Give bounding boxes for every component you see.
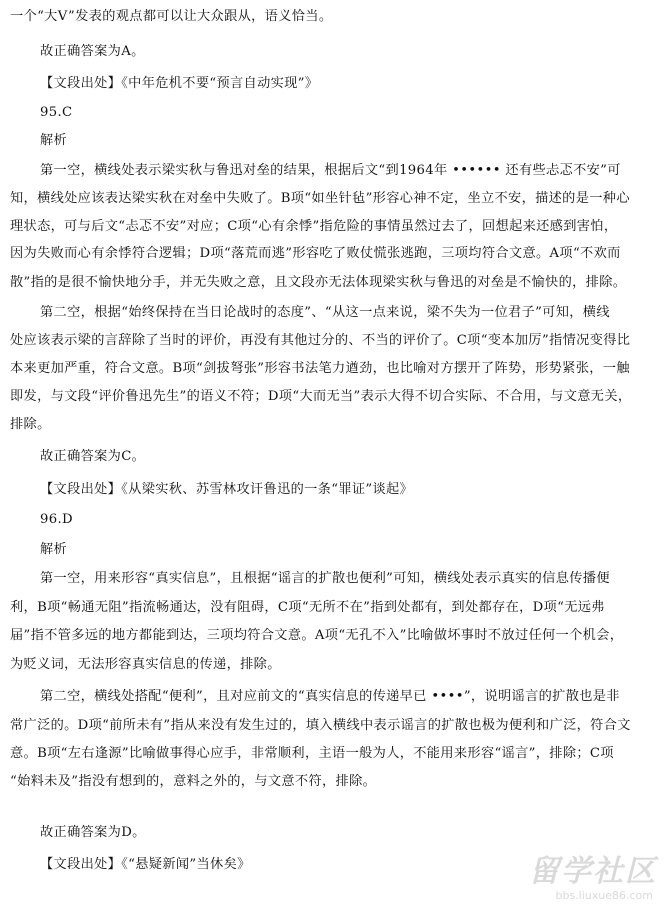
source-line: 【文段出处】《“悬疑新闻”当休矣》 bbox=[40, 857, 251, 872]
question-number: 96.D bbox=[40, 512, 73, 527]
text-line: 即发，与文段“评价鲁迅先生”的语义不符；D项“大而无当”表示大得不切合实际、不合用，与文意无关， bbox=[10, 389, 632, 404]
analysis-heading: 解析 bbox=[40, 133, 68, 148]
answer-line: 故正确答案为C。 bbox=[40, 449, 146, 464]
text-line: 本来更加严重，符合文意。B项“剑拔弩张”形容书法笔力遒劲，也比喻对方摆开了阵势，形势紧张，一触 bbox=[10, 361, 630, 376]
watermark bbox=[487, 846, 657, 902]
text-line: 第二空，根据“始终保持在当日论战时的态度”、“从这一点来说，梁不失为一位君子”可知，横线 bbox=[40, 305, 610, 320]
analysis-heading: 解析 bbox=[40, 542, 68, 557]
answer-line: 故正确答案为D。 bbox=[40, 825, 146, 840]
text-line: 届”指不管多远的地方都能到达，三项均符合文意。A项“无孔不入”比喻做坏事时不放过任何一个机会， bbox=[10, 628, 624, 643]
watermark-url: bbs.liuxue86.com bbox=[555, 889, 653, 902]
text-line: 散”指的是很不愉快地分手，并无失败之意，且文段亦无法体现梁实秋与鲁迅的对垒是不愉快的，排除。 bbox=[10, 275, 627, 290]
text-line: 第一空，横线处表示梁实秋与鲁迅对垒的结果，根据后文“到1964年 •••••• 还有些忐忑不安”可 bbox=[40, 163, 621, 178]
text-line: 第一空，用来形容“真实信息”，且根据“谣言的扩散也便利”可知，横线处表示真实的信息传播便 bbox=[40, 571, 610, 586]
text-line: 常广泛的。D项“前所未有”指从来没有发生过的，填入横线中表示谣言的扩散也极为便利和广泛，符合文 bbox=[10, 718, 631, 733]
answer-line: 故正确答案为A。 bbox=[40, 44, 145, 59]
text-line: 理状态，可与后文“忐忑不安”对应；C项“心有余悸”指危险的事情虽然过去了，回想起来还感到害怕， bbox=[10, 219, 618, 234]
text-line: 一个“大V”发表的观点都可以让大众跟从，语义恰当。 bbox=[10, 9, 333, 24]
text-line: 利，B项“畅通无阻”指流畅通达，没有阻碍，C项“无所不在”指到处都有，到处都存在，D项“无远弗 bbox=[10, 600, 605, 615]
text-line: 意。B项“左右逢源”比喻做事得心应手，非常顺利，主语一般为人，不能用来形容“谣言”，排除；C项 bbox=[10, 746, 614, 761]
source-line: 【文段出处】《从梁实秋、苏雪林攻讦鲁迅的一条“罪证”谈起》 bbox=[40, 482, 414, 497]
text-line: “始料未及”指没有想到的，意料之外的，与文意不符，排除。 bbox=[10, 774, 377, 789]
text-line: 排除。 bbox=[10, 417, 51, 432]
question-number: 95.C bbox=[40, 105, 73, 120]
text-line: 为贬义词，无法形容真实信息的传递，排除。 bbox=[10, 657, 281, 672]
text-line: 因为失败而心有余悸符合逻辑；D项“落荒而逃”形容吃了败仗慌张逃跑，三项均符合文意。A项“不欢而 bbox=[10, 246, 621, 261]
source-line: 【文段出处】《中年危机不要“预言自动实现”》 bbox=[40, 76, 319, 91]
text-line: 处应该表示梁的言辞除了当时的评价，再没有其他过分的、不当的评价了。C项“变本加厉”指情况变得比 bbox=[10, 333, 631, 348]
text-line: 知，横线处应该表达梁实秋在对垒中失败了。B项“如坐针毡”形容心神不定，坐立不安，描述的是一种心 bbox=[10, 191, 630, 206]
watermark-logo: 留学社区 bbox=[529, 854, 657, 889]
text-line: 第二空，横线处搭配“便利”，且对应前文的“真实信息的传递早已 ••••”，说明谣言的扩散也是非 bbox=[40, 689, 620, 704]
